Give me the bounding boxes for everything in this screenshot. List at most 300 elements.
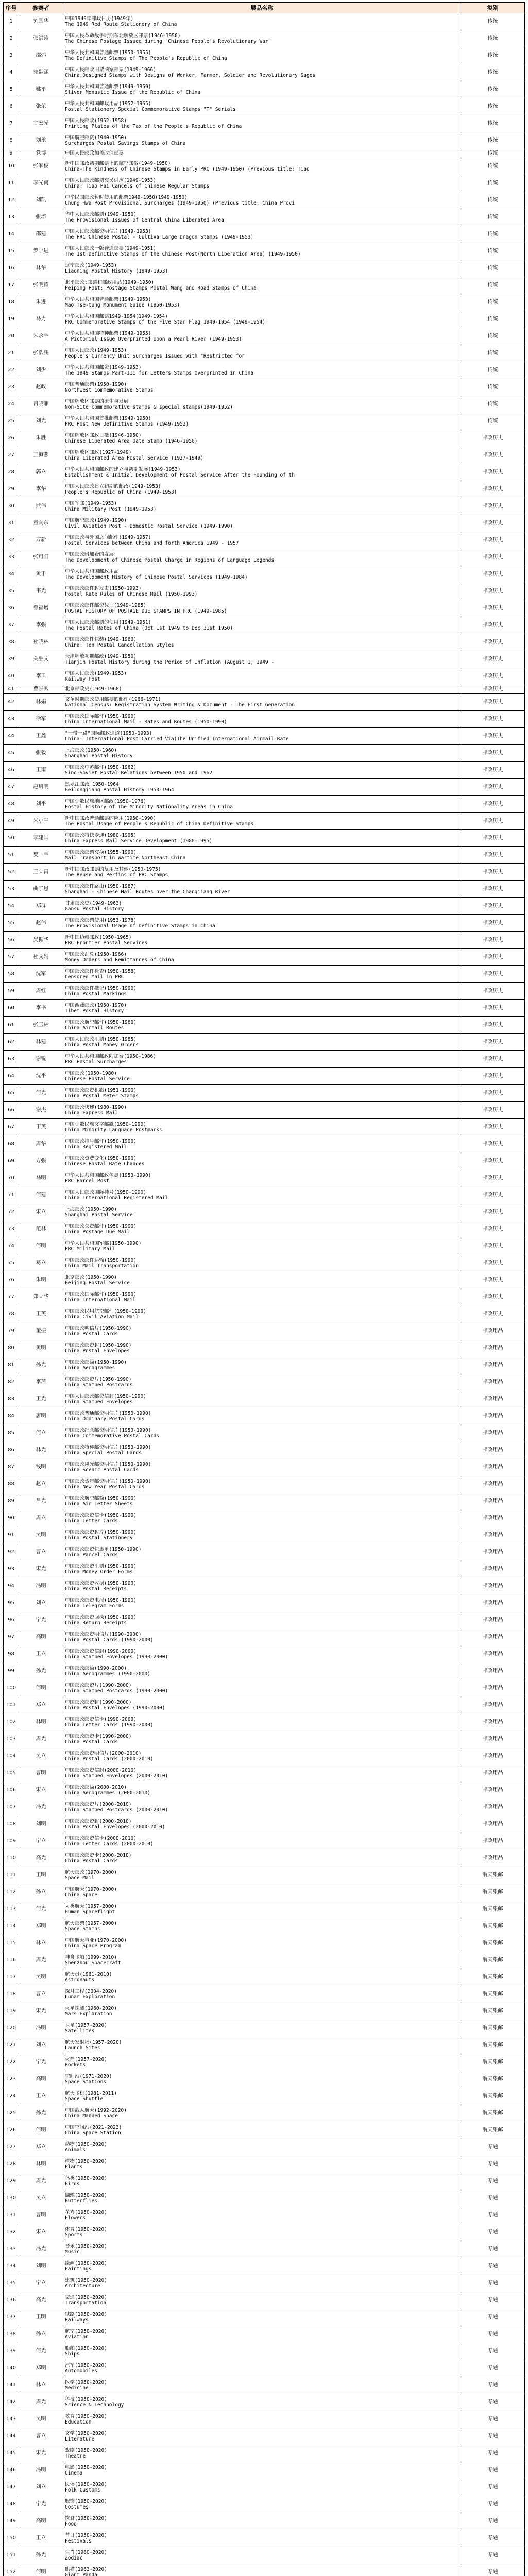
title-chinese: 中国解放区邮票的诞生与发展 [65, 398, 129, 404]
title-chinese: 中国邮政航空邮简(1950-1990) [65, 1495, 137, 1501]
title-chinese: 汽车(1950-2020) [65, 2362, 107, 2368]
row-title [63, 277, 461, 294]
row-author: 宁立 [19, 1833, 63, 1850]
table-row [4, 396, 525, 413]
title-english: Space Shuttle [65, 2096, 104, 2102]
row-title [63, 1051, 461, 1068]
row-category: 专题 [461, 2241, 525, 2258]
title-english: Cinema [65, 2470, 83, 2476]
row-number: 55 [4, 915, 19, 932]
row-category: 邮政用品 [461, 1612, 525, 1629]
row-number: 27 [4, 447, 19, 464]
row-category: 专题 [461, 2428, 525, 2445]
row-title [63, 1255, 461, 1272]
title-english: Costumes [65, 2504, 89, 2510]
row-category: 传统 [461, 81, 525, 98]
title-chinese: 中国航天(1970-2000) [65, 1886, 117, 1892]
row-author: 何光 [19, 1901, 63, 1918]
row-number: 151 [4, 2547, 19, 2564]
table-row [4, 779, 525, 796]
row-category: 邮政用品 [461, 1544, 525, 1561]
table-row [4, 745, 525, 762]
row-author: 刘少 [19, 362, 63, 379]
row-number: 67 [4, 1119, 19, 1136]
table-row [4, 1578, 525, 1595]
table-row [4, 1952, 525, 1969]
row-category: 传统 [461, 243, 525, 260]
table-row [4, 311, 525, 328]
row-title [63, 260, 461, 277]
row-author: 张毅 [19, 745, 63, 762]
title-chinese: 中国邮政邮资封(2000-2010) [65, 1818, 132, 1824]
title-english: China Special Postal Cards [65, 1450, 142, 1456]
row-category: 专题 [461, 2343, 525, 2360]
row-author: 郑明 [19, 2360, 63, 2377]
row-category: 邮政用品 [461, 1493, 525, 1510]
row-title [63, 1799, 461, 1816]
title-english: Peiping Post: Postage Stamps Postal Wang and Road Stamps of China [65, 285, 257, 291]
row-title [63, 1102, 461, 1119]
table-row [4, 2207, 525, 2224]
row-title [63, 430, 461, 447]
title-chinese: 中国人民邮政国际挂号(1950-1990) [65, 1189, 146, 1195]
title-english: China Airmail Routes [65, 1025, 124, 1031]
title-chinese: 中国人民邮政建立初期的邮政(1949-1953) [65, 483, 161, 489]
row-author: 王立 [19, 2088, 63, 2105]
table-row [4, 566, 525, 583]
row-author: 张家俊 [19, 158, 63, 175]
title-chinese: 火箭(1957-2020) [65, 2056, 107, 2062]
row-author: 何明 [19, 2122, 63, 2139]
title-chinese: 中国邮政风光邮资明信片(1950-1990) [65, 1461, 151, 1467]
row-author: 孙立 [19, 1884, 63, 1901]
row-category: 邮政历史 [461, 728, 525, 745]
table-row [4, 1323, 525, 1340]
table-row [4, 2547, 525, 2564]
row-category: 邮政历史 [461, 447, 525, 464]
title-english: Printing Plates of the Tax of the People's Republic of China [65, 124, 242, 129]
title-english: The Definitive Stamps of The People's Republic of China [65, 56, 227, 61]
row-author: 何明 [19, 2564, 63, 2576]
row-title [63, 1527, 461, 1544]
title-english: Gansu Postal History [65, 906, 124, 912]
title-english: China International Registered Mail [65, 1195, 168, 1201]
row-category: 传统 [461, 294, 525, 311]
table-row [4, 30, 525, 47]
table-row [4, 2139, 525, 2156]
row-author: 谢锐 [19, 1051, 63, 1068]
row-category: 传统 [461, 30, 525, 47]
title-english: The Postal Rates of China (Oct 1st 1949 to Dec 31st 1950) [65, 625, 233, 631]
row-number: 54 [4, 898, 19, 915]
title-chinese: 中国邮政邮资信卡(1950-1990) [65, 1512, 137, 1518]
row-number: 147 [4, 2479, 19, 2496]
row-category: 邮政用品 [461, 1833, 525, 1850]
row-number: 20 [4, 328, 19, 345]
title-english: The 1949 Stamps Part-III for Letters Stamps Overprinted in China [65, 370, 254, 376]
title-chinese: 中国人民邮政(1952-1958) [65, 117, 127, 124]
row-category: 航天集邮 [461, 1884, 525, 1901]
title-chinese: 中国邮政邮件包装(1949-1960) [65, 636, 137, 642]
title-english: China: International Post Carried Via(The Unified International Airmail Rate [65, 736, 289, 742]
row-title [63, 2207, 461, 2224]
title-chinese: 火星探测(1960-2020) [65, 2005, 117, 2011]
title-chinese: 中国邮政邮简(1950-1990) [65, 1359, 127, 1365]
table-row [4, 2156, 525, 2173]
table-row [4, 2411, 525, 2428]
row-title [63, 2530, 461, 2547]
row-category: 航天集邮 [461, 1918, 525, 1935]
row-number: 137 [4, 2309, 19, 2326]
row-number: 85 [4, 1425, 19, 1442]
row-author: 赵伟 [19, 915, 63, 932]
row-number: 52 [4, 864, 19, 881]
row-title [63, 2445, 461, 2462]
table-row [4, 226, 525, 243]
row-title [63, 30, 461, 47]
title-english: Northwest Commemorative Stamps [65, 387, 154, 393]
row-author: 孙光 [19, 1663, 63, 1680]
row-author: 王立 [19, 1646, 63, 1663]
row-number: 82 [4, 1374, 19, 1391]
row-category: 专题 [461, 2309, 525, 2326]
title-english: China Space [65, 1892, 97, 1898]
title-chinese: 蝴蝶(1950-2020) [65, 2192, 107, 2198]
title-chinese: 航天邮票(1957-2000) [65, 1920, 117, 1926]
title-chinese: 文学(1950-2020) [65, 2430, 107, 2436]
row-category: 邮政用品 [461, 1510, 525, 1527]
row-author: 吴明 [19, 1527, 63, 1544]
row-number: 25 [4, 413, 19, 430]
header-author: 参赛者 [19, 3, 63, 13]
row-author: 刘承 [19, 132, 63, 149]
row-number: 78 [4, 1306, 19, 1323]
row-category: 邮政历史 [461, 617, 525, 634]
row-category: 邮政用品 [461, 1816, 525, 1833]
row-title [63, 2241, 461, 2258]
row-author: 关胜文 [19, 651, 63, 668]
title-english: Postal Stationery Special Commemorative Stamps "T" Serials [65, 107, 236, 112]
row-category: 邮政用品 [461, 1442, 525, 1459]
row-category: 邮政历史 [461, 1170, 525, 1187]
table-row [4, 1459, 525, 1476]
title-english: Surcharges Postal Savings Stamps of China [65, 141, 186, 146]
row-number: 130 [4, 2190, 19, 2207]
row-author: 林光 [19, 1442, 63, 1459]
row-title [63, 711, 461, 728]
row-author: 宋立 [19, 1782, 63, 1799]
table-row [4, 2513, 525, 2530]
row-number: 93 [4, 1561, 19, 1578]
title-chinese: 人类航天(1957-2000) [65, 1903, 117, 1909]
title-english: Shanghai Postal Service [65, 1212, 133, 1218]
title-english: China Stamped Envelopes (1990-2000) [65, 1654, 168, 1660]
row-title [63, 2071, 461, 2088]
row-title [63, 98, 461, 115]
row-title [63, 2088, 461, 2105]
row-number: 108 [4, 1816, 19, 1833]
table-row [4, 1476, 525, 1493]
row-category: 邮政历史 [461, 1289, 525, 1306]
row-title [63, 1425, 461, 1442]
title-english: Shanghai Postal History [65, 753, 133, 759]
title-english: Architecture [65, 2283, 100, 2289]
table-row [4, 1595, 525, 1612]
table-row [4, 1170, 525, 1187]
table-row [4, 2088, 525, 2105]
row-title [63, 668, 461, 685]
title-english: China Postal Receipts [65, 1586, 127, 1592]
table-row [4, 115, 525, 132]
title-chinese: 中国邮政民用航空邮件(1950-1990) [65, 1308, 146, 1314]
title-english: People's Currency Unit Surcharges Issued with "Restricted for [65, 353, 245, 359]
row-category: 邮政用品 [461, 1527, 525, 1544]
title-chinese: 新中国边疆邮政(1950-1965) [65, 934, 132, 940]
row-title [63, 1510, 461, 1527]
row-author: 孙立 [19, 2326, 63, 2343]
row-title [63, 796, 461, 813]
title-chinese: 中国邮政邮件运输(1950-1990) [65, 1257, 137, 1263]
row-author: 董振 [19, 1323, 63, 1340]
title-chinese: 中国邮政汇兑(1950-1966) [65, 951, 127, 957]
row-title [63, 694, 461, 711]
table-row [4, 1493, 525, 1510]
row-number: 87 [4, 1459, 19, 1476]
row-number: 28 [4, 464, 19, 481]
row-category: 邮政用品 [461, 1714, 525, 1731]
table-row [4, 830, 525, 847]
title-english: China Mail Transportation [65, 1263, 139, 1269]
title-english: China Stamped Postcards (1990-2000) [65, 1688, 168, 1694]
row-author: 郑立 [19, 1697, 63, 1714]
row-author: 赵政 [19, 379, 63, 396]
row-title [63, 311, 461, 328]
row-title [63, 2105, 461, 2122]
row-title [63, 396, 461, 413]
table-row [4, 1119, 525, 1136]
title-english: Establishment & Initial Development of Postal Service After the Founding of th [65, 472, 295, 478]
row-category: 邮政用品 [461, 1663, 525, 1680]
table-row [4, 1017, 525, 1034]
row-number: 6 [4, 98, 19, 115]
row-author: 王海燕 [19, 447, 63, 464]
row-title [63, 2156, 461, 2173]
title-chinese: 中国少数民族地区邮政(1950-1976) [65, 798, 146, 804]
title-english: Tianjin Postal History during the Period of Inflation (August 1, 1949 - [65, 659, 275, 665]
table-row [4, 430, 525, 447]
row-title [63, 1663, 461, 1680]
row-category: 专题 [461, 2513, 525, 2530]
title-english: Literature [65, 2436, 95, 2442]
row-number: 61 [4, 1017, 19, 1034]
row-number: 45 [4, 745, 19, 762]
title-chinese: 中国邮政邮资信封(1990-2000) [65, 1648, 137, 1654]
table-row [4, 600, 525, 617]
row-title [63, 1476, 461, 1493]
row-category: 邮政用品 [461, 1680, 525, 1697]
title-chinese: 中华人民共和国邮政用品(1952-1965) [65, 100, 151, 107]
row-number: 73 [4, 1221, 19, 1238]
row-category: 航天集邮 [461, 2037, 525, 2054]
row-author: 冯光 [19, 1799, 63, 1816]
row-number: 91 [4, 1527, 19, 1544]
title-english: China Space Station [65, 2130, 121, 2136]
title-english: The Provisional Issues of Central China Liberated Area [65, 217, 224, 223]
title-english: China Aerogrammes (2000-2010) [65, 1790, 150, 1796]
row-author: 张玉林 [19, 1017, 63, 1034]
row-category: 邮政用品 [461, 1799, 525, 1816]
table-row [4, 13, 525, 30]
table-row [4, 1816, 525, 1833]
row-title [63, 1068, 461, 1085]
row-title [63, 1595, 461, 1612]
row-title [63, 2513, 461, 2530]
row-author: 黄明 [19, 1340, 63, 1357]
row-author: 宋光 [19, 2445, 63, 2462]
row-number: 124 [4, 2088, 19, 2105]
row-category: 邮政历史 [461, 583, 525, 600]
title-chinese: 中国邮政快递(1980-1990) [65, 1104, 127, 1110]
row-author: 林明 [19, 1714, 63, 1731]
title-chinese: 电影(1950-2020) [65, 2464, 107, 2470]
table-row [4, 1646, 525, 1663]
row-author: 李强 [19, 617, 63, 634]
table-row [4, 2479, 525, 2496]
table-row [4, 1136, 525, 1153]
title-english: China Postal Money Orders [65, 1042, 139, 1048]
title-chinese: 神舟飞船(1999-2010) [65, 1954, 117, 1960]
title-english: China Postal Markings [65, 991, 127, 997]
title-english: China Postal Stationery [65, 1535, 133, 1541]
title-chinese: 中国军邮(1949-1953) [65, 500, 117, 506]
title-english: China Aerogrammes (1990-2000) [65, 1671, 150, 1677]
table-row [4, 243, 525, 260]
row-author: 丁英 [19, 1119, 63, 1136]
row-author: 高光 [19, 2292, 63, 2309]
row-title [63, 149, 461, 158]
row-author: 杜文娟 [19, 949, 63, 966]
row-title [63, 2326, 461, 2343]
table-row [4, 1782, 525, 1799]
row-author: 曹明 [19, 1765, 63, 1782]
table-row [4, 728, 525, 745]
table-row [4, 175, 525, 192]
row-author: 郭立 [19, 464, 63, 481]
row-number: 131 [4, 2207, 19, 2224]
row-title [63, 1119, 461, 1136]
row-category: 邮政历史 [461, 745, 525, 762]
title-chinese: 音乐(1950-2020) [65, 2243, 107, 2249]
title-english: The Chinese Postage Issued during "Chinese People's Revolutionary War" [65, 39, 271, 44]
table-row [4, 47, 525, 64]
title-english: Education [65, 2419, 92, 2425]
title-english: China Letter Cards (1990-2000) [65, 1722, 154, 1728]
row-title [63, 1357, 461, 1374]
title-english: Postal Rate Rules of Chinese Mail (1950-1993) [65, 591, 198, 597]
row-category: 邮政历史 [461, 1272, 525, 1289]
row-category: 传统 [461, 64, 525, 81]
row-title [63, 1221, 461, 1238]
row-author: 刘立 [19, 2037, 63, 2054]
row-category: 专题 [461, 2445, 525, 2462]
title-english: Chinese Liberated Area Date Stamp (1946-1950) [65, 438, 198, 444]
row-category: 专题 [461, 2173, 525, 2190]
row-author: 高光 [19, 1850, 63, 1867]
row-author: 熊伟 [19, 498, 63, 515]
title-chinese: 中国载人航天(1992-2020) [65, 2107, 127, 2113]
row-title [63, 2479, 461, 2496]
row-title [63, 864, 461, 881]
table-row [4, 2003, 525, 2020]
title-chinese: 中国人民邮政邮票交叉供应(1949-1953) [65, 177, 156, 183]
table-row [4, 2122, 525, 2139]
table-row [4, 1697, 525, 1714]
table-row [4, 209, 525, 226]
row-number: 113 [4, 1901, 19, 1918]
row-number: 69 [4, 1153, 19, 1170]
row-category: 邮政历史 [461, 966, 525, 983]
row-number: 74 [4, 1238, 19, 1255]
title-english: The Reuse and Perfins of PRC Stamps [65, 872, 168, 878]
row-number: 13 [4, 209, 19, 226]
title-english: China Stamped Envelopes (2000-2010) [65, 1773, 168, 1779]
row-category: 邮政历史 [461, 549, 525, 566]
row-number: 60 [4, 1000, 19, 1017]
row-title [63, 2411, 461, 2428]
header-category: 类别 [461, 3, 525, 13]
row-number: 49 [4, 813, 19, 830]
row-number: 36 [4, 600, 19, 617]
row-number: 112 [4, 1884, 19, 1901]
row-author: 曾福增 [19, 600, 63, 617]
title-english: Rockets [65, 2062, 86, 2068]
title-english: Shenzhou Spacecraft [65, 1960, 121, 1966]
row-author: 唐明 [19, 1408, 63, 1425]
row-title [63, 898, 461, 915]
row-author: 孙光 [19, 1357, 63, 1374]
row-title [63, 830, 461, 847]
title-english: The Postal Usage of People's Republic of China Definitive Stamps [65, 821, 254, 827]
row-author: 杜晓林 [19, 634, 63, 651]
row-category: 传统 [461, 98, 525, 115]
table-row [4, 1833, 525, 1850]
title-english: Non-Site commemorative stamps & special stamps(1949-1952) [65, 404, 233, 410]
title-chinese: 中国邮政邮资机戳(1951-1990) [65, 1087, 137, 1093]
row-title [63, 2292, 461, 2309]
title-english: China Parcel Cards [65, 1552, 118, 1558]
title-chinese: 航天飞机(1981-2011) [65, 2090, 117, 2096]
row-title [63, 1578, 461, 1595]
row-author: 王南 [19, 762, 63, 779]
title-english: China Ordinary Postal Cards [65, 1416, 145, 1422]
row-author: 周华 [19, 1136, 63, 1153]
row-number: 71 [4, 1187, 19, 1204]
row-category: 传统 [461, 192, 525, 209]
row-author: 何光 [19, 1085, 63, 1102]
row-category: 邮政历史 [461, 711, 525, 728]
row-number: 88 [4, 1476, 19, 1493]
table-row [4, 2071, 525, 2088]
row-category: 邮政历史 [461, 949, 525, 966]
row-category: 航天集邮 [461, 1952, 525, 1969]
row-number: 46 [4, 762, 19, 779]
title-chinese: 节日(1950-2020) [65, 2532, 107, 2538]
title-english: Lunar Exploration [65, 1994, 115, 2000]
row-author: 周光 [19, 1731, 63, 1748]
title-english: Butterflies [65, 2198, 97, 2204]
row-author: 冯明 [19, 2020, 63, 2037]
row-category: 传统 [461, 13, 525, 30]
